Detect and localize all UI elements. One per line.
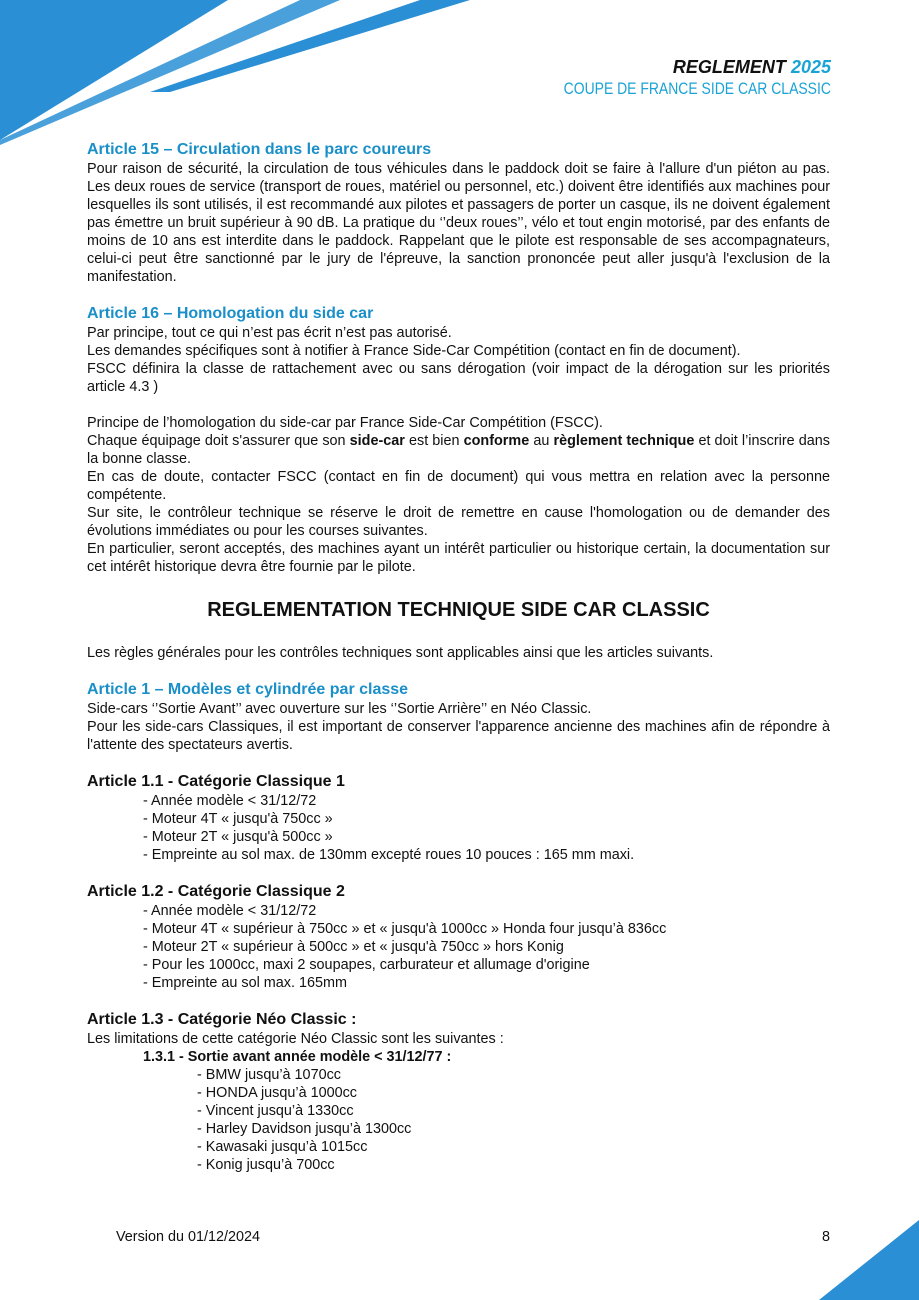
article-16-paragraph: Par principe, tout ce qui n’est pas écrit n’est pas autorisé. <box>87 325 452 341</box>
top-left-diagonal-decoration <box>0 0 480 145</box>
bottom-right-corner-decoration <box>819 1220 919 1300</box>
list-item: - Konig jusqu’à 700cc <box>197 1157 335 1173</box>
article-15-heading: Article 15 – Circulation dans le parc coureurs <box>87 141 432 158</box>
page-header <box>505 56 831 100</box>
article-16-paragraph: Les demandes spécifiques sont à notifier à France Side-Car Compétition (contact en fin de document). <box>87 343 741 359</box>
article-1-heading: Article 1 – Modèles et cylindrée par classe <box>87 681 409 698</box>
page-number: 8 <box>822 1229 831 1245</box>
list-item: - Empreinte au sol max. de 130mm excepté roues 10 pouces : 165 mm maxi. <box>143 847 635 863</box>
header-title: REGLEMENT 2025 <box>672 57 831 77</box>
article-16-paragraph: FSCC définira la classe de rattachement avec ou sans dérogation (voir impact de la dérogation sur les priorités article 4.3 ) <box>87 361 830 395</box>
article-16-paragraph: Principe de l’homologation du side-car par France Side-Car Compétition (FSCC). <box>87 415 603 431</box>
article-1-3-1-list <box>87 1066 830 1174</box>
list-item: - HONDA jusqu’à 1000cc <box>197 1085 357 1101</box>
article-16-paragraph: En particulier, seront acceptés, des machines ayant un intérêt particulier ou historique certain, la documentation sur cet intérêt historique devra être fournie par le pilote. <box>87 541 830 575</box>
list-item: - Moteur 2T « supérieur à 500cc » et « jusqu'à 750cc » hors Konig <box>143 939 564 955</box>
list-item: - Kawasaki jusqu’à 1015cc <box>197 1139 368 1155</box>
list-item: - Pour les 1000cc, maxi 2 soupapes, carburateur et allumage d'origine <box>143 957 590 973</box>
article-1-3-heading: Article 1.3 - Catégorie Néo Classic : <box>87 1011 357 1028</box>
article-16-heading: Article 16 – Homologation du side car <box>87 305 374 322</box>
header-subtitle: COUPE DE FRANCE SIDE CAR CLASSIC <box>563 79 831 98</box>
article-1-1-list <box>87 792 830 864</box>
footer-version: Version du 01/12/2024 <box>116 1229 261 1245</box>
list-item: - Vincent jusqu’à 1330cc <box>197 1103 354 1119</box>
article-1-paragraph: Side-cars ‘’Sortie Avant’’ avec ouverture sur les ‘’Sortie Arrière’’ en Néo Classic. <box>87 701 592 717</box>
list-item: - Harley Davidson jusqu’à 1300cc <box>197 1121 412 1137</box>
article-1-paragraph: Pour les side-cars Classiques, il est important de conserver l'apparence ancienne des machines afin de répondre à l'attente des spectateurs avertis. <box>87 719 830 753</box>
technical-rules-title: REGLEMENTATION TECHNIQUE SIDE CAR CLASSIC <box>207 599 710 621</box>
technical-rules-intro: Les règles générales pour les contrôles techniques sont applicables ainsi que les articles suivants. <box>87 645 714 661</box>
article-1-3-1-heading: 1.3.1 - Sortie avant année modèle < 31/12/77 : <box>143 1049 452 1065</box>
document-body <box>87 140 830 1174</box>
list-item: - BMW jusqu’à 1070cc <box>197 1067 341 1083</box>
list-item: - Empreinte au sol max. 165mm <box>143 975 347 991</box>
list-item: - Moteur 4T « supérieur à 750cc » et « jusqu'à 1000cc » Honda four jusqu’à 836cc <box>143 921 667 937</box>
list-item: - Année modèle < 31/12/72 <box>143 793 317 809</box>
list-item: - Moteur 2T « jusqu'à 500cc » <box>143 829 333 845</box>
article-16-paragraph: Chaque équipage doit s'assurer que son side-car est bien conforme au règlement technique et doit l’inscrire dans la bonne classe. <box>87 433 830 467</box>
article-16-paragraph: En cas de doute, contacter FSCC (contact en fin de document) qui vous mettra en relation avec la personne compétente. <box>87 469 830 503</box>
article-1-2-list <box>87 902 830 992</box>
article-16-paragraph: Sur site, le contrôleur technique se réserve le droit de remettre en cause l'homologation ou de demander des évolutions immédiates ou pour les courses suivantes. <box>87 505 830 539</box>
article-1-1-heading: Article 1.1 - Catégorie Classique 1 <box>87 773 345 790</box>
article-1-2-heading: Article 1.2 - Catégorie Classique 2 <box>87 883 345 900</box>
article-15-text: Pour raison de sécurité, la circulation de tous véhicules dans le paddock doit se faire à l'allure d'un piéton au pas. Les deux roues de service (transport de roues, matériel ou personnel, etc.) doivent être identifiés aux machines pour lesquelles ils sont utilisés, il est recommandé aux pilotes et passagers de porter un casque, ils ne doivent également pas émettre un bruit supérieur à 90 dB. La pratique du ‘’deux roues’’, vélo et tout engin motorisé, par des enfants de moins de 10 ans est interdite dans le paddock. Rappelant que le pilote est responsable de ses accompagnateurs, celui-ci peut être sanctionné par le jury de l'épreuve, la sanction prononcée peut aller jusqu'à l'exclusion de la manifestation. <box>87 161 830 285</box>
article-1-3-intro: Les limitations de cette catégorie Néo Classic sont les suivantes : <box>87 1031 504 1047</box>
list-item: - Année modèle < 31/12/72 <box>143 903 317 919</box>
list-item: - Moteur 4T « jusqu'à 750cc » <box>143 811 333 827</box>
